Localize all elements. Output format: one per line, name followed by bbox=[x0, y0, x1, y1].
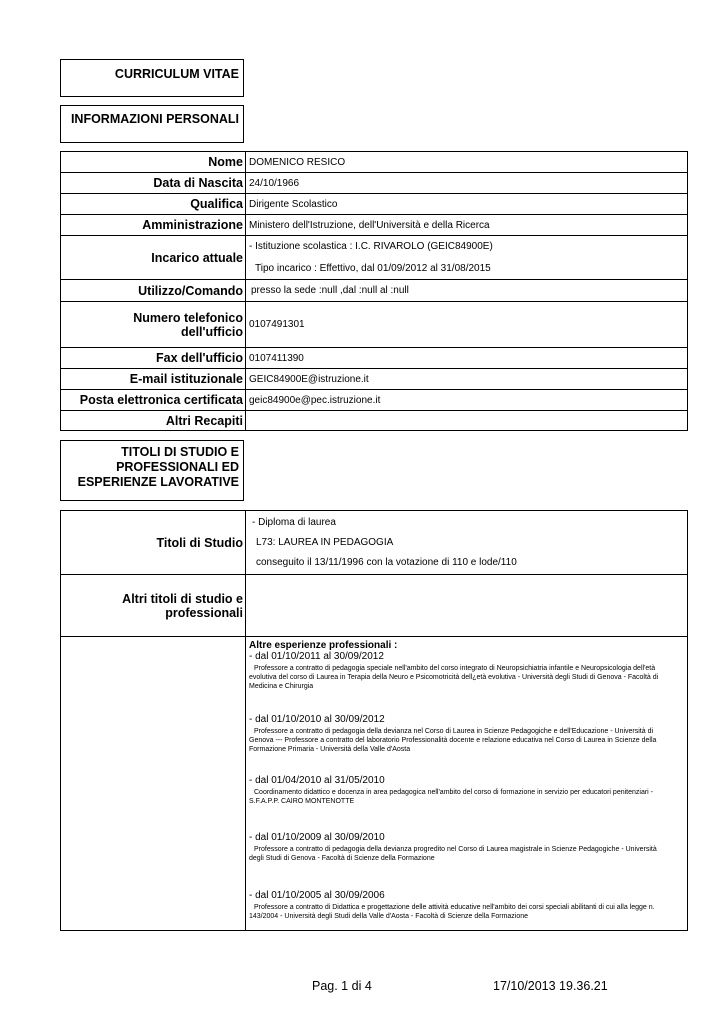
table-row bbox=[61, 302, 688, 348]
table-row bbox=[61, 152, 688, 173]
experience-desc-line: Professore a contratto di pedagogia speciale nell'ambito del corso integrato di Neuropsichiatria infantile e Neuropsicologia dell'età bbox=[254, 665, 656, 672]
experience-desc-line: degli Studi di Genova - Facoltà di Scienze della Formazione bbox=[249, 855, 435, 862]
row-label: E-mail istituzionale bbox=[61, 369, 246, 390]
assignment-line-2: Tipo incarico : Effettivo, dal 01/09/2012 al 31/08/2015 bbox=[255, 263, 491, 274]
studies-line-3: conseguito il 13/11/1996 con la votazione di 110 e lode/110 bbox=[256, 557, 517, 568]
studies-label: Titoli di Studio bbox=[61, 511, 246, 575]
print-datetime: 17/10/2013 19.36.21 bbox=[493, 979, 608, 993]
table-row bbox=[61, 390, 688, 411]
table-row bbox=[61, 637, 688, 931]
experience-period: - dal 01/10/2005 al 30/09/2006 bbox=[249, 890, 385, 901]
experience-period: - dal 01/10/2011 al 30/09/2012 bbox=[249, 651, 384, 662]
birthdate-value: 24/10/1966 bbox=[246, 173, 688, 194]
row-label: Amministrazione bbox=[61, 215, 246, 236]
row-label: Nome bbox=[61, 152, 246, 173]
experience-desc-line: Professore a contratto di pedagogia della devianza progredito nel Corso di Laurea magistrale in Scienze Pedagogiche - Università bbox=[254, 846, 657, 853]
personal-info-table bbox=[60, 151, 688, 431]
assignment-value bbox=[246, 236, 688, 280]
experience-desc-line: Professore a contratto di Didattica e progettazione delle attività educative nell'ambito dei corsi speciali abilitanti di cui alla legge n. bbox=[254, 904, 655, 911]
experience-desc-line: S.F.A.P.P. CAIRO MONTENOTTE bbox=[249, 798, 355, 805]
other-titles-label bbox=[61, 575, 246, 637]
experience-period: - dal 01/10/2010 al 30/09/2012 bbox=[249, 714, 385, 725]
experience-desc bbox=[249, 843, 687, 863]
personal-section-box bbox=[60, 105, 244, 143]
phone-value: 0107491301 bbox=[246, 302, 688, 348]
titles-table bbox=[60, 510, 688, 931]
experience-desc-line: Coordinamento didattico e docenza in area pedagogica nell'ambito del corso di formazione in servizio per educatori penitenziari - bbox=[254, 789, 654, 796]
experience-item bbox=[249, 832, 687, 890]
pec-value: geic84900e@pec.istruzione.it bbox=[246, 390, 688, 411]
titles-section-line-3: ESPERIENZE LAVORATIVE bbox=[77, 475, 239, 489]
titles-section-line-2: PROFESSIONALI ED bbox=[116, 460, 239, 474]
row-label: Qualifica bbox=[61, 194, 246, 215]
row-label: Utilizzo/Comando bbox=[61, 280, 246, 302]
row-label: Posta elettronica certificata bbox=[61, 390, 246, 411]
experience-item bbox=[249, 714, 687, 775]
experience-desc bbox=[249, 725, 687, 754]
experience-period: - dal 01/04/2010 al 31/05/2010 bbox=[249, 775, 385, 786]
name-value: DOMENICO RESICO bbox=[246, 152, 688, 173]
experience-desc bbox=[249, 901, 687, 921]
experiences-heading: Altre esperienze professionali : bbox=[249, 640, 398, 651]
studies-value bbox=[246, 511, 688, 575]
table-row bbox=[61, 348, 688, 369]
studies-line-2: L73: LAUREA IN PEDAGOGIA bbox=[256, 537, 394, 548]
table-row bbox=[61, 575, 688, 637]
titles-section-line-1: TITOLI DI STUDIO E bbox=[121, 445, 239, 459]
email-value: GEIC84900E@istruzione.it bbox=[246, 369, 688, 390]
studies-line-1: - Diploma di laurea bbox=[252, 517, 336, 528]
experience-item bbox=[249, 775, 687, 832]
table-row bbox=[61, 215, 688, 236]
cv-title: CURRICULUM VITAE bbox=[114, 67, 239, 81]
experience-desc bbox=[249, 662, 687, 691]
cv-title-box bbox=[60, 59, 244, 97]
secondment-value: presso la sede :null ,dal :null al :null bbox=[246, 280, 688, 302]
table-row bbox=[61, 173, 688, 194]
table-row bbox=[61, 369, 688, 390]
other-titles-label-line-2: professionali bbox=[165, 605, 243, 620]
experiences-cell bbox=[246, 637, 688, 931]
experience-period: - dal 01/10/2009 al 30/09/2010 bbox=[249, 832, 385, 843]
experience-desc-line: Medicina e Chirurgia bbox=[249, 683, 314, 690]
row-label: Incarico attuale bbox=[61, 236, 246, 280]
experience-desc-line: evolutiva del corso di Laurea in Terapia della Neuro e Psicomotricità dell¿età evolutiva - Università degli Studi di Genova - Facoltà di bbox=[249, 674, 659, 681]
other-contacts-value bbox=[246, 411, 688, 431]
row-label: Altri Recapiti bbox=[61, 411, 246, 431]
administration-value: Ministero dell'Istruzione, dell'Università e della Ricerca bbox=[246, 215, 688, 236]
experience-desc-line: Professore a contratto di pedagogia della devianza nel Corso di Laurea in Scienze Pedagogiche e dell'Educazione - Università di bbox=[254, 728, 654, 735]
experience-item bbox=[249, 651, 687, 714]
experience-item bbox=[249, 890, 687, 921]
other-titles-value bbox=[246, 575, 688, 637]
experience-desc-line: Genova --- Professore a contratto del laboratorio Professionalità docente e relazione educativa nel Corso di Laurea in Scienze della bbox=[249, 737, 657, 744]
experience-desc-line: 143/2004 - Università degli Studi della Valle d'Aosta - Facoltà di Scienze della Formazione bbox=[249, 913, 529, 920]
experience-desc-line: Formazione Primaria - Università della Valle d'Aosta bbox=[249, 746, 411, 753]
experiences-label-cell bbox=[61, 637, 246, 931]
phone-label-line-1: Numero telefonico bbox=[133, 310, 243, 325]
other-titles-label-line-1: Altri titoli di studio e bbox=[122, 591, 243, 606]
personal-section-title: INFORMAZIONI PERSONALI bbox=[70, 112, 239, 126]
row-label: Data di Nascita bbox=[61, 173, 246, 194]
table-row bbox=[61, 194, 688, 215]
experience-desc bbox=[249, 786, 687, 806]
assignment-line-1: - Istituzione scolastica : I.C. RIVAROLO (GEIC84900E) bbox=[249, 241, 493, 252]
table-row bbox=[61, 411, 688, 431]
fax-value: 0107411390 bbox=[246, 348, 688, 369]
table-row bbox=[61, 511, 688, 575]
table-row bbox=[61, 236, 688, 280]
table-row bbox=[61, 280, 688, 302]
row-label: Fax dell'ufficio bbox=[61, 348, 246, 369]
qualification-value: Dirigente Scolastico bbox=[246, 194, 688, 215]
phone-label-line-2: dell'ufficio bbox=[181, 324, 243, 339]
page-number: Pag. 1 di 4 bbox=[312, 979, 372, 993]
titles-section-box bbox=[60, 440, 244, 501]
row-label bbox=[61, 302, 246, 348]
